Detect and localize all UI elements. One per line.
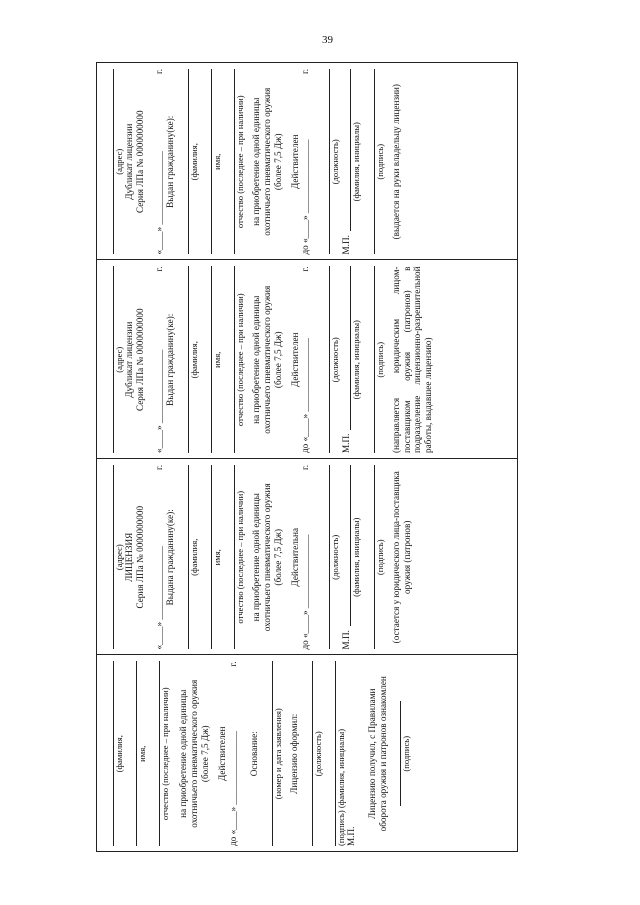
year-suffix: г. bbox=[153, 266, 164, 272]
name-caption: имя, bbox=[211, 351, 222, 368]
license-column bbox=[97, 458, 517, 655]
surname-caption: (фамилия, bbox=[188, 143, 199, 181]
duplicate-title: Дубликат лицензии bbox=[124, 321, 135, 398]
year-suffix: г. bbox=[300, 465, 311, 471]
valid-label: Действителен bbox=[289, 134, 300, 189]
initials-caption: (фамилия, инициалы) bbox=[351, 122, 362, 202]
valid-label: Действителен bbox=[289, 332, 300, 387]
year-suffix: г. bbox=[153, 465, 164, 471]
application-caption: (номер и дата заявления) bbox=[272, 708, 283, 800]
stamp-place: М.П. bbox=[345, 826, 356, 846]
position-caption: (должность) bbox=[330, 534, 341, 580]
valid-until-date: до «____» ________________ bbox=[300, 139, 311, 255]
stamp-place: М.П. bbox=[340, 235, 351, 255]
valid-label: Действительна bbox=[289, 527, 300, 587]
purpose-line-3: (более 7,5 Дж) bbox=[272, 133, 283, 191]
purpose-line-2: охотничьего пневматического оружия bbox=[261, 87, 272, 236]
routing-note: (направляется юридическим лицом-поставщиком оружия (патронов) в подразделение лицензионно-разрешительной работы, выдавшее лицензию) bbox=[390, 266, 434, 453]
issue-date: «____» ________________ bbox=[153, 546, 164, 650]
page-number: 39 bbox=[322, 34, 333, 46]
license-series: Серия ЛПа № 0000000000 bbox=[135, 505, 145, 609]
purpose-line-2: охотничьего пневматического оружия bbox=[189, 679, 200, 828]
valid-until-date: до «____» ________________ bbox=[227, 731, 238, 846]
purpose-line-1: на приобретение одной единицы bbox=[178, 689, 189, 818]
duplicate-series: Серия ЛПа № 0000000000 bbox=[135, 308, 145, 412]
initials-caption: (фамилия, инициалы) bbox=[351, 320, 362, 400]
name-caption: имя, bbox=[211, 549, 222, 566]
purpose-line-3: (более 7,5 Дж) bbox=[272, 528, 283, 586]
stamp-place: М.П. bbox=[340, 433, 351, 453]
year-suffix: г. bbox=[153, 69, 164, 75]
valid-until-date: до «____» ________________ bbox=[300, 534, 311, 650]
purpose-line-2: охотничьего пневматического оружия bbox=[261, 483, 272, 632]
patronymic-caption: отчество (последнее – при наличии) bbox=[234, 490, 245, 624]
received-line-1: Лицензию получил, с Правилами bbox=[366, 688, 377, 819]
purpose-line-2: охотничьего пневматического оружия bbox=[261, 285, 272, 434]
issued-to-label: Выдан гражданину(ке): bbox=[164, 313, 175, 406]
license-form-table bbox=[96, 62, 518, 852]
surname-caption: (фамилия, bbox=[188, 538, 199, 576]
received-line-2: оборота оружия и патронов ознакомлен bbox=[377, 676, 388, 832]
patronymic-caption: отчество (последнее – при наличии) bbox=[234, 95, 245, 229]
position-caption: (должность) bbox=[330, 337, 341, 383]
position-caption: (должность) bbox=[330, 139, 341, 185]
signature-caption: (подпись) bbox=[401, 735, 412, 772]
issue-date: «____» ________________ bbox=[153, 151, 164, 255]
rotated-form-sheet bbox=[96, 62, 518, 852]
position-caption: (должность) bbox=[312, 731, 323, 777]
duplicate-column-1 bbox=[97, 260, 517, 459]
surname-caption: (фамилия, bbox=[114, 735, 124, 773]
year-suffix: г. bbox=[227, 661, 238, 667]
year-suffix: г. bbox=[300, 266, 311, 272]
patronymic-caption: отчество (последнее – при наличии) bbox=[160, 687, 171, 821]
purpose-line-1: на приобретение одной единицы bbox=[251, 493, 261, 622]
signature-caption: (подпись) bbox=[374, 539, 385, 576]
signature-initials-caption: (подпись) (фамилия, инициалы) bbox=[335, 728, 346, 846]
issued-to-label: Выдан гражданину(ке): bbox=[164, 115, 175, 208]
purpose-line-1: на приобретение одной единицы bbox=[251, 97, 261, 226]
retention-note: (остается у юридического лица-поставщика оружия (патронов) bbox=[390, 471, 412, 644]
issued-by-label: Лицензию оформил: bbox=[288, 713, 299, 794]
duplicate-series: Серия ЛПа № 0000000000 bbox=[135, 110, 145, 214]
duplicate-title: Дубликат лицензии bbox=[124, 123, 135, 200]
address-caption: (адрес) bbox=[114, 148, 124, 175]
basis-label: Основание: bbox=[248, 731, 259, 777]
purpose-line-3: (более 7,5 Дж) bbox=[272, 331, 283, 389]
valid-label: Действителен bbox=[217, 726, 227, 781]
signature-caption: (подпись) bbox=[374, 341, 385, 378]
purpose-line-3: (более 7,5 Дж) bbox=[200, 725, 211, 783]
stub-column bbox=[97, 655, 517, 852]
purpose-line-1: на приобретение одной единицы bbox=[251, 295, 261, 424]
stamp-place: М.П. bbox=[340, 630, 351, 650]
issued-to-label: Выдана гражданину(ке): bbox=[164, 509, 175, 606]
patronymic-caption: отчество (последнее – при наличии) bbox=[234, 293, 245, 427]
name-caption: имя, bbox=[137, 745, 148, 762]
address-caption: (адрес) bbox=[114, 544, 124, 571]
year-suffix: г. bbox=[300, 69, 311, 75]
surname-caption: (фамилия, bbox=[188, 341, 199, 379]
valid-until-date: до «____» ________________ bbox=[300, 338, 311, 453]
holder-note: (выдается на руки владельцу лицензии) bbox=[390, 84, 401, 240]
initials-caption: (фамилия, инициалы) bbox=[351, 517, 362, 597]
duplicate-column-2 bbox=[97, 63, 517, 260]
name-caption: имя, bbox=[211, 153, 222, 170]
license-title: ЛИЦЕНЗИЯ bbox=[124, 532, 135, 582]
issue-date: «____» ________________ bbox=[153, 349, 164, 453]
signature-caption: (подпись) bbox=[374, 143, 385, 180]
address-caption: (адрес) bbox=[114, 346, 124, 373]
